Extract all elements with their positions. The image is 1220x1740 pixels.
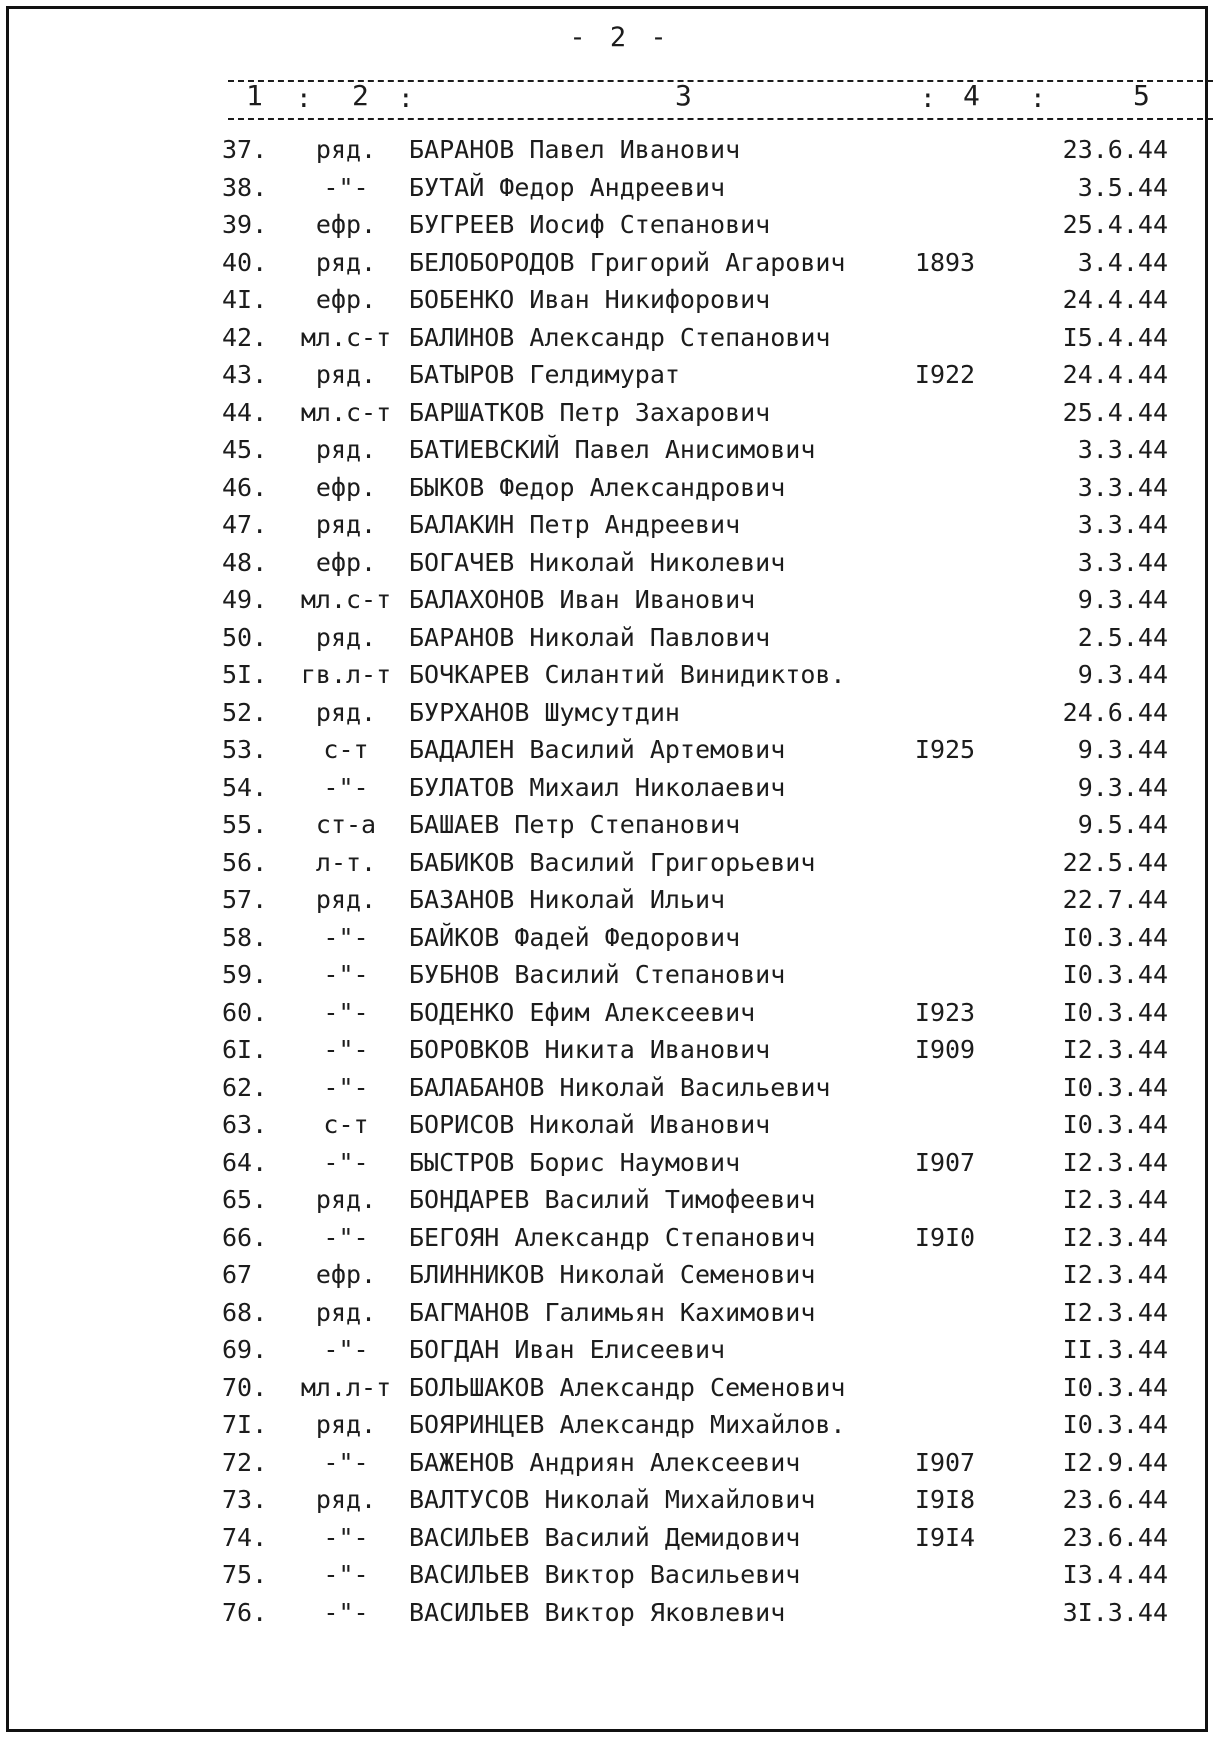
- row-full-name: БАРАНОВ Николай Павлович: [409, 622, 771, 652]
- row-rank: ряд.: [315, 1485, 377, 1514]
- row-full-name: БАЛИНОВ Александр Степанович: [409, 322, 831, 352]
- row-number: 62.: [222, 1072, 268, 1102]
- row-number: 55.: [222, 810, 268, 839]
- row-rank: -"-: [323, 1072, 369, 1102]
- row-full-name: БЫСТРОВ Борис Наумович: [409, 1147, 741, 1177]
- row-number: 52.: [222, 697, 268, 727]
- row-full-name: БАЛАХОНОВ Иван Иванович: [409, 585, 756, 614]
- row-birth-year: I9I0: [914, 1222, 976, 1252]
- row-rank: мл.л-т: [300, 1372, 392, 1402]
- column-header-5: 5: [1133, 79, 1150, 112]
- row-rank: -"-: [323, 960, 369, 989]
- row-full-name: БОРОВКОВ Никита Иванович: [409, 1035, 771, 1064]
- row-date: I2.3.44: [1062, 1035, 1168, 1064]
- list-row: [0, 1406, 1220, 1444]
- list-row: [0, 1144, 1220, 1182]
- row-date: 3.5.44: [1077, 172, 1168, 202]
- list-row: [0, 1444, 1220, 1482]
- row-full-name: БАЗАНОВ Николай Ильич: [409, 885, 726, 914]
- list-row: [0, 1256, 1220, 1294]
- column-header-1: 1: [246, 79, 263, 112]
- row-full-name: БОЯРИНЦЕВ Александр Михайлов.: [409, 1410, 846, 1439]
- header-top-rule: [228, 80, 1213, 82]
- list-row: [0, 806, 1220, 844]
- row-full-name: БАШАЕВ Петр Степанович: [409, 810, 741, 839]
- row-number: 70.: [222, 1372, 268, 1402]
- row-full-name: БАЛАКИН Петр Андреевич: [409, 510, 741, 539]
- row-number: 44.: [222, 397, 268, 427]
- row-number: 47.: [222, 510, 268, 539]
- row-rank: -"-: [323, 1597, 369, 1627]
- row-rank: -"-: [323, 1522, 369, 1552]
- list-row: [0, 1481, 1220, 1519]
- row-date: I0.3.44: [1062, 922, 1168, 952]
- row-number: 73.: [222, 1485, 268, 1514]
- row-rank: ряд.: [315, 1185, 377, 1214]
- list-row: [0, 394, 1220, 432]
- row-number: 50.: [222, 622, 268, 652]
- column-separator: :: [296, 84, 312, 114]
- row-full-name: БЛИННИКОВ Николай Семенович: [409, 1260, 816, 1289]
- list-row: [0, 581, 1220, 619]
- row-number: 49.: [222, 585, 268, 614]
- row-birth-year: I9I8: [914, 1485, 976, 1514]
- row-full-name: БАРШАТКОВ Петр Захарович: [409, 397, 771, 427]
- list-row: [0, 1181, 1220, 1219]
- row-date: I0.3.44: [1062, 1072, 1168, 1102]
- row-rank: ефр.: [315, 472, 377, 502]
- row-birth-year: 1893: [914, 247, 976, 277]
- row-rank: с-т: [323, 1110, 369, 1139]
- row-full-name: БАЛАБАНОВ Николай Васильевич: [409, 1072, 831, 1102]
- row-full-name: БУТАЙ Федор Андреевич: [409, 172, 726, 202]
- row-rank: ряд.: [315, 360, 377, 389]
- list-row: [0, 244, 1220, 282]
- row-rank: -"-: [323, 1222, 369, 1252]
- column-separator: :: [1030, 84, 1046, 114]
- list-row: [0, 131, 1220, 169]
- list-row: [0, 356, 1220, 394]
- row-rank: ефр.: [315, 547, 377, 577]
- row-date: 3.3.44: [1077, 547, 1168, 577]
- row-rank: -"-: [323, 1335, 369, 1364]
- row-number: 39.: [222, 210, 268, 239]
- row-number: 5I.: [222, 660, 268, 689]
- personnel-list: [0, 131, 1220, 1631]
- row-date: 9.3.44: [1077, 735, 1168, 764]
- row-full-name: БОЧКАРЕВ Силантий Винидиктов.: [409, 660, 846, 689]
- row-date: I0.3.44: [1062, 997, 1168, 1027]
- row-full-name: БУГРЕЕВ Иосиф Степанович: [409, 210, 771, 239]
- row-number: 75.: [222, 1560, 268, 1589]
- row-number: 37.: [222, 135, 268, 164]
- list-row: [0, 1219, 1220, 1257]
- row-number: 45.: [222, 435, 268, 464]
- row-full-name: БАГМАНОВ Галимьян Кахимович: [409, 1297, 816, 1327]
- row-rank: ряд.: [315, 885, 377, 914]
- column-header-3: 3: [675, 79, 692, 112]
- row-date: I0.3.44: [1062, 1410, 1168, 1439]
- row-rank: ряд.: [315, 247, 377, 277]
- row-number: 7I.: [222, 1410, 268, 1439]
- row-number: 69.: [222, 1335, 268, 1364]
- row-full-name: БАБИКОВ Василий Григорьевич: [409, 847, 816, 877]
- row-full-name: БОЛЬШАКОВ Александр Семенович: [409, 1372, 846, 1402]
- list-row: [0, 469, 1220, 507]
- row-number: 46.: [222, 472, 268, 502]
- row-date: I3.4.44: [1062, 1560, 1168, 1589]
- row-birth-year: I922: [914, 360, 976, 389]
- row-rank: -"-: [323, 172, 369, 202]
- row-full-name: ВАСИЛЬЕВ Василий Демидович: [409, 1522, 801, 1552]
- row-number: 59.: [222, 960, 268, 989]
- list-row: [0, 1294, 1220, 1332]
- list-row: [0, 844, 1220, 882]
- row-rank: -"-: [323, 1560, 369, 1589]
- row-rank: ряд.: [315, 622, 377, 652]
- row-date: 24.4.44: [1062, 285, 1168, 314]
- list-row: [0, 1556, 1220, 1594]
- list-row: [0, 769, 1220, 807]
- row-date: 25.4.44: [1062, 397, 1168, 427]
- row-number: 6I.: [222, 1035, 268, 1064]
- row-birth-year: I907: [914, 1147, 976, 1177]
- list-row: [0, 619, 1220, 657]
- list-row: [0, 1069, 1220, 1107]
- row-full-name: БАТИЕВСКИЙ Павел Анисимович: [409, 435, 816, 464]
- row-full-name: БЫКОВ Федор Александрович: [409, 472, 786, 502]
- row-date: 3.3.44: [1077, 472, 1168, 502]
- row-rank: ст-а: [315, 810, 377, 839]
- row-rank: ряд.: [315, 135, 377, 164]
- list-row: [0, 694, 1220, 732]
- row-date: 25.4.44: [1062, 210, 1168, 239]
- list-row: [0, 731, 1220, 769]
- row-number: 48.: [222, 547, 268, 577]
- row-full-name: БАТЫРОВ Гелдимурат: [409, 360, 680, 389]
- row-rank: -"-: [323, 1147, 369, 1177]
- list-row: [0, 431, 1220, 469]
- row-date: 23.6.44: [1062, 1485, 1168, 1514]
- row-rank: гв.л-т: [300, 660, 392, 689]
- row-full-name: БЕГОЯН Александр Степанович: [409, 1222, 816, 1252]
- row-full-name: БАРАНОВ Павел Иванович: [409, 135, 741, 164]
- list-row: [0, 1331, 1220, 1369]
- list-row: [0, 956, 1220, 994]
- row-full-name: БОРИСОВ Николай Иванович: [409, 1110, 771, 1139]
- row-rank: мл.с-т: [300, 397, 392, 427]
- row-full-name: БАДАЛЕН Василий Артемович: [409, 735, 786, 764]
- row-number: 58.: [222, 922, 268, 952]
- row-date: 24.6.44: [1062, 697, 1168, 727]
- row-rank: л-т.: [315, 847, 377, 877]
- row-date: 3.3.44: [1077, 435, 1168, 464]
- row-number: 42.: [222, 322, 268, 352]
- row-rank: ряд.: [315, 1410, 377, 1439]
- list-row: [0, 281, 1220, 319]
- row-number: 64.: [222, 1147, 268, 1177]
- row-date: 9.3.44: [1077, 772, 1168, 802]
- row-rank: ряд.: [315, 510, 377, 539]
- row-date: I2.9.44: [1062, 1447, 1168, 1477]
- list-row: [0, 919, 1220, 957]
- row-date: 22.7.44: [1062, 885, 1168, 914]
- row-date: I0.3.44: [1062, 1110, 1168, 1139]
- row-full-name: БОНДАРЕВ Василий Тимофеевич: [409, 1185, 816, 1214]
- list-row: [0, 1519, 1220, 1557]
- list-row: [0, 1031, 1220, 1069]
- page-number: - 2 -: [569, 22, 671, 53]
- row-date: 3.4.44: [1077, 247, 1168, 277]
- header-bottom-rule: [228, 118, 1213, 120]
- row-full-name: БЕЛОБОРОДОВ Григорий Агарович: [409, 247, 846, 277]
- row-full-name: ВАСИЛЬЕВ Виктор Васильевич: [409, 1560, 801, 1589]
- row-rank: мл.с-т: [300, 585, 392, 614]
- row-full-name: БАЖЕНОВ Андриян Алексеевич: [409, 1447, 801, 1477]
- row-rank: -"-: [323, 997, 369, 1027]
- column-separator: :: [920, 84, 936, 114]
- list-row: [0, 169, 1220, 207]
- row-number: 60.: [222, 997, 268, 1027]
- column-header-2: 2: [352, 79, 369, 112]
- row-number: 74.: [222, 1522, 268, 1552]
- row-date: 3.3.44: [1077, 510, 1168, 539]
- list-row: [0, 1594, 1220, 1632]
- list-row: [0, 1369, 1220, 1407]
- row-full-name: БОГДАН Иван Елисеевич: [409, 1335, 726, 1364]
- row-number: 67: [222, 1260, 253, 1289]
- row-date: 9.3.44: [1077, 585, 1168, 614]
- row-birth-year: I925: [914, 735, 976, 764]
- row-date: 23.6.44: [1062, 1522, 1168, 1552]
- row-date: I2.3.44: [1062, 1222, 1168, 1252]
- row-rank: -"-: [323, 1447, 369, 1477]
- column-header-4: 4: [963, 79, 980, 112]
- row-rank: мл.с-т: [300, 322, 392, 352]
- row-full-name: БУРХАНОВ Шумсутдин: [409, 697, 680, 727]
- row-rank: ефр.: [315, 285, 377, 314]
- row-birth-year: I9I4: [914, 1522, 976, 1552]
- row-birth-year: I907: [914, 1447, 976, 1477]
- row-birth-year: I909: [914, 1035, 976, 1064]
- column-separator: :: [398, 84, 414, 114]
- list-row: [0, 994, 1220, 1032]
- row-full-name: БУБНОВ Василий Степанович: [409, 960, 786, 989]
- row-rank: ефр.: [315, 1260, 377, 1289]
- row-number: 72.: [222, 1447, 268, 1477]
- row-date: I2.3.44: [1062, 1147, 1168, 1177]
- row-number: 57.: [222, 885, 268, 914]
- row-date: I2.3.44: [1062, 1185, 1168, 1214]
- row-rank: ряд.: [315, 697, 377, 727]
- row-number: 4I.: [222, 285, 268, 314]
- row-number: 43.: [222, 360, 268, 389]
- row-date: I2.3.44: [1062, 1297, 1168, 1327]
- row-full-name: БОДЕНКО Ефим Алексеевич: [409, 997, 756, 1027]
- row-date: 9.3.44: [1077, 660, 1168, 689]
- row-number: 54.: [222, 772, 268, 802]
- row-rank: ряд.: [315, 435, 377, 464]
- row-full-name: ВАЛТУСОВ Николай Михайлович: [409, 1485, 816, 1514]
- row-number: 76.: [222, 1597, 268, 1627]
- row-date: 22.5.44: [1062, 847, 1168, 877]
- row-number: 53.: [222, 735, 268, 764]
- row-number: 66.: [222, 1222, 268, 1252]
- row-full-name: БУЛАТОВ Михаил Николаевич: [409, 772, 786, 802]
- row-full-name: ВАСИЛЬЕВ Виктор Яковлевич: [409, 1597, 786, 1627]
- row-number: 56.: [222, 847, 268, 877]
- row-number: 68.: [222, 1297, 268, 1327]
- list-row: [0, 544, 1220, 582]
- row-rank: ефр.: [315, 210, 377, 239]
- row-date: 2.5.44: [1077, 622, 1168, 652]
- row-date: II.3.44: [1062, 1335, 1168, 1364]
- row-full-name: БОГАЧЕВ Николай Николевич: [409, 547, 786, 577]
- row-number: 63.: [222, 1110, 268, 1139]
- list-row: [0, 506, 1220, 544]
- row-rank: -"-: [323, 922, 369, 952]
- row-date: 23.6.44: [1062, 135, 1168, 164]
- list-row: [0, 656, 1220, 694]
- row-date: 24.4.44: [1062, 360, 1168, 389]
- row-date: 9.5.44: [1077, 810, 1168, 839]
- row-number: 40.: [222, 247, 268, 277]
- row-date: 3I.3.44: [1062, 1597, 1168, 1627]
- row-date: I5.4.44: [1062, 322, 1168, 352]
- list-row: [0, 319, 1220, 357]
- row-rank: -"-: [323, 772, 369, 802]
- row-number: 65.: [222, 1185, 268, 1214]
- row-rank: ряд.: [315, 1297, 377, 1327]
- row-rank: с-т: [323, 735, 369, 764]
- row-full-name: БОБЕНКО Иван Никифорович: [409, 285, 771, 314]
- row-number: 38.: [222, 172, 268, 202]
- row-birth-year: I923: [914, 997, 976, 1027]
- row-date: I0.3.44: [1062, 960, 1168, 989]
- list-row: [0, 1106, 1220, 1144]
- list-row: [0, 206, 1220, 244]
- list-row: [0, 881, 1220, 919]
- row-date: I2.3.44: [1062, 1260, 1168, 1289]
- row-date: I0.3.44: [1062, 1372, 1168, 1402]
- row-full-name: БАЙКОВ Фадей Федорович: [409, 922, 741, 952]
- row-rank: -"-: [323, 1035, 369, 1064]
